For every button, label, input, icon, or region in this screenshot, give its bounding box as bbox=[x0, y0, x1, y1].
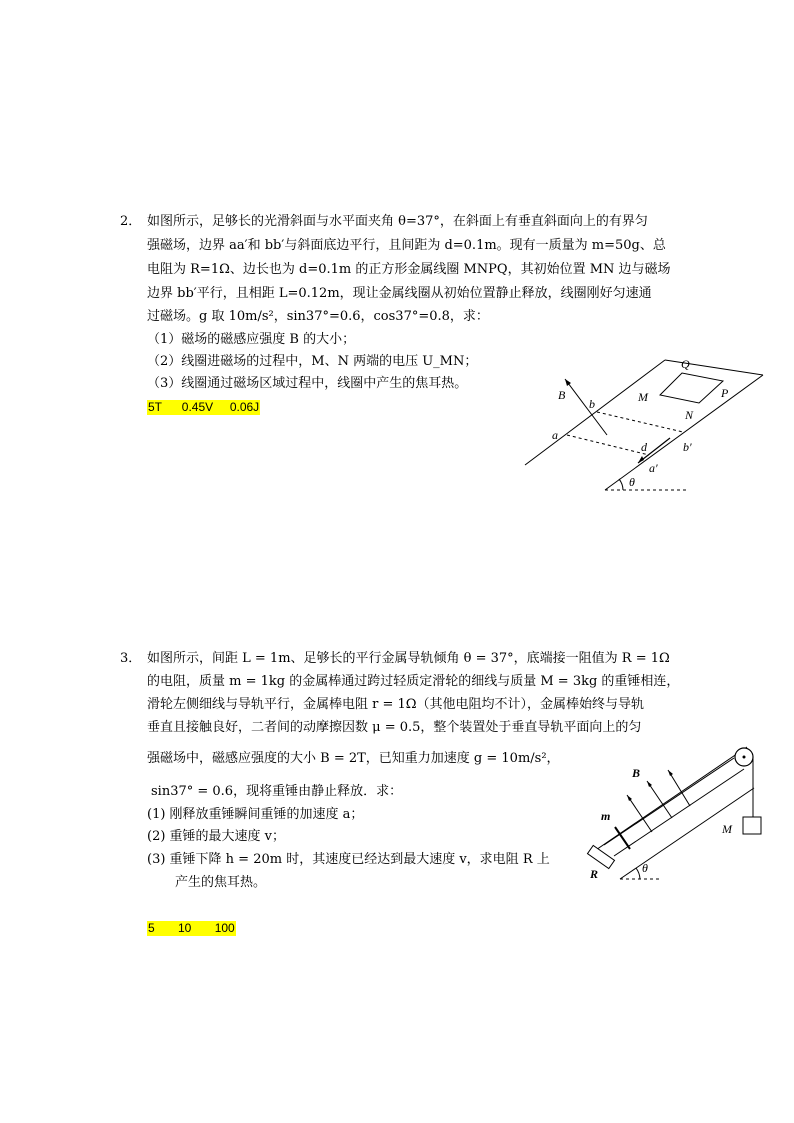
q2-line-3: 电阻为 R=1Ω、边长也为 d=0.1m 的正方形金属线圈 MNPQ，其初始位置 MN 边与磁场 bbox=[147, 262, 671, 277]
q3-line-6: sin37° = 0.6，现将重锤由静止释放．求： bbox=[151, 784, 403, 799]
label-P: P bbox=[721, 386, 729, 400]
label-theta: θ bbox=[642, 861, 648, 875]
q2-line-1: 如图所示，足够长的光滑斜面与水平面夹角 θ=37°，在斜面上有垂直斜面向上的有界匀 bbox=[147, 214, 648, 229]
label-Q: Q bbox=[681, 357, 690, 371]
label-N: N bbox=[685, 408, 694, 422]
q3-sub-2: (2) 重锤的最大速度 v； bbox=[147, 829, 286, 844]
rail-outer bbox=[590, 747, 747, 854]
q2-answer: 5T 0.45V 0.06J bbox=[148, 400, 260, 414]
incline-far-edge bbox=[665, 360, 763, 375]
metal-rod bbox=[615, 827, 630, 849]
coil-mnpq bbox=[660, 373, 723, 403]
b-arrowhead-2 bbox=[647, 781, 652, 787]
q3-number: 3． bbox=[120, 651, 142, 666]
label-m: m bbox=[601, 809, 611, 823]
boundary-aa bbox=[567, 435, 649, 455]
q2-line-5: 过磁场。g 取 10m/s²，sin37°=0.6，cos37°=0.8，求： bbox=[147, 309, 489, 324]
label-a-prime: a′ bbox=[649, 461, 658, 475]
q2-line-2: 强磁场，边界 aa′和 bb′与斜面底边平行，且间距为 d=0.1m。现有一质量为 m=50g、总 bbox=[147, 238, 666, 253]
label-B: B bbox=[632, 766, 641, 780]
incline-bottom-edge bbox=[605, 375, 763, 490]
label-B: B bbox=[558, 388, 566, 402]
q3-line-4: 垂直且接触良好，二者间的动摩擦因数 μ = 0.5，整个装置处于垂直导轨平面向上的匀 bbox=[147, 720, 642, 735]
weight-M bbox=[743, 817, 761, 834]
label-b: b bbox=[589, 397, 595, 411]
q3-line-3: 滑轮左侧细线与导轨平行，金属棒电阻 r = 1Ω（其他电阻均不计），金属棒始终与导轨 bbox=[147, 697, 645, 712]
q3-sub-4: 产生的焦耳热。 bbox=[175, 875, 267, 890]
boundary-bb bbox=[597, 412, 683, 432]
q2-number: 2． bbox=[120, 214, 142, 229]
b-arrowhead-3 bbox=[668, 770, 673, 776]
q2-sub-3: （3）线圈通过磁场区域过程中，线圈中产生的焦耳热。 bbox=[147, 376, 468, 391]
label-R: R bbox=[590, 867, 599, 881]
q3-line-5: 强磁场中，磁感应强度的大小 B = 2T，已知重力加速度 g = 10m/s²， bbox=[147, 751, 560, 766]
b-arrowhead-1 bbox=[627, 795, 632, 801]
q2-figure bbox=[525, 355, 785, 495]
label-M: M bbox=[722, 822, 732, 836]
pulley-axle bbox=[743, 756, 746, 759]
q2-sub-2: （2）线圈进磁场的过程中，M、N 两端的电压 U_MN； bbox=[147, 354, 478, 369]
q3-answer: 5 10 100 bbox=[148, 921, 235, 935]
theta-arc bbox=[619, 479, 623, 490]
q3-sub-3: (3) 重锤下降 h = 20m 时，其速度已经达到最大速度 v，求电阻 R 上 bbox=[147, 852, 550, 867]
theta-arc bbox=[636, 868, 640, 879]
label-theta: θ bbox=[629, 475, 635, 489]
label-M: M bbox=[638, 390, 648, 404]
label-d: d bbox=[641, 440, 647, 454]
label-a: a bbox=[552, 428, 558, 442]
q2-line-4: 边界 bb′平行，且相距 L=0.12m，现让金属线圈从初始位置静止释放，线圈刚好匀速通 bbox=[147, 286, 652, 301]
q2-sub-1: （1）磁场的磁感应强度 B 的大小； bbox=[147, 332, 356, 347]
resistor bbox=[587, 845, 614, 868]
q3-figure bbox=[582, 742, 772, 882]
b-field-arrowhead bbox=[565, 379, 571, 386]
rail-lower bbox=[614, 769, 744, 856]
q3-line-1: 如图所示，间距 L = 1m、足够长的平行金属导轨倾角 θ = 37°，底端接一阻值为 R = 1Ω bbox=[147, 651, 670, 666]
b-field-arrow bbox=[565, 379, 607, 435]
q3-line-2: 的电阻，质量 m = 1kg 的金属棒通过跨过轻质定滑轮的细线与质量 M = 3kg 的重锤相连， bbox=[147, 674, 680, 689]
label-b-prime: b′ bbox=[683, 440, 692, 454]
q3-sub-1: (1) 刚释放重锤瞬间重锤的加速度 a； bbox=[147, 807, 364, 822]
